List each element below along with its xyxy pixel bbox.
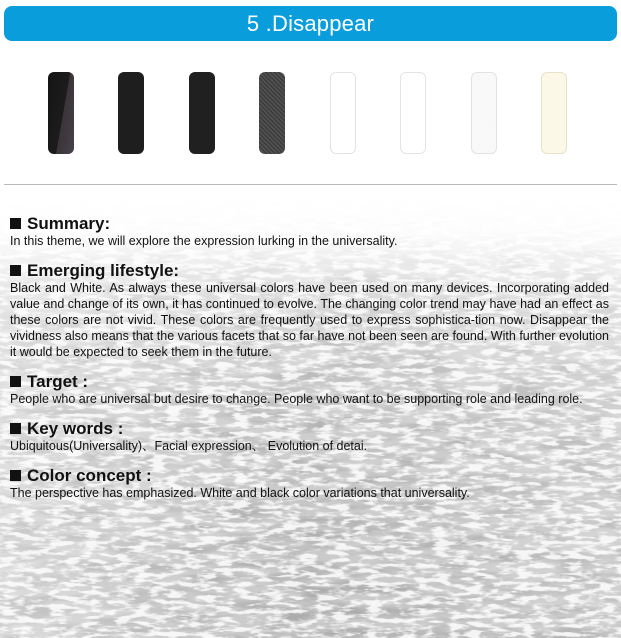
color-concept-section [10,466,609,501]
square-bullet-icon [10,376,21,387]
swatch-white-textured [471,72,497,154]
swatch-black-glossy [48,72,74,154]
summary-text: In this theme, we will explore the expression lurking in the universality. [10,234,398,248]
lifestyle-text: Black and White. As always these universal colors have been used on many devices. Incorporating added value and change of its own, it has continued to evolve. The changing color trend may have had an effect as these colors are not vivid. These colors are frequently used to express sophistica-tion now. Disappear the vividness also means that the various facets that so far have not been seen are found. With further evolution it would be expected to seek them in the future. [10,281,609,359]
target-section [10,372,609,407]
summary-heading: Summary: [10,214,609,233]
swatch-white-2 [400,72,426,154]
keywords-text: Ubiquitous(Universality)、Facial expression、 Evolution of detai. [10,439,368,453]
text-content [10,214,609,513]
swatch-dark-grey-textured [259,72,285,154]
square-bullet-icon [10,265,21,276]
target-heading: Target : [10,372,609,391]
color-swatch-row [0,70,621,156]
swatch-black-matte [189,72,215,154]
color-concept-heading: Color concept : [10,466,609,485]
square-bullet-icon [10,470,21,481]
square-bullet-icon [10,218,21,229]
swatch-white [330,72,356,154]
lifestyle-heading: Emerging lifestyle: [10,261,609,280]
divider [4,184,617,185]
target-text: People who are universal but desire to change. People who want to be supporting role and leading role. [10,392,583,406]
keywords-heading: Key words : [10,419,609,438]
color-concept-text: The perspective has emphasized. White and black color variations that universality. [10,486,470,500]
lifestyle-section [10,261,609,360]
page-title: 5 .Disappear [4,6,617,41]
keywords-section [10,419,609,454]
swatch-ivory [541,72,567,154]
content-area [0,196,621,638]
square-bullet-icon [10,423,21,434]
summary-section [10,214,609,249]
swatch-black [118,72,144,154]
